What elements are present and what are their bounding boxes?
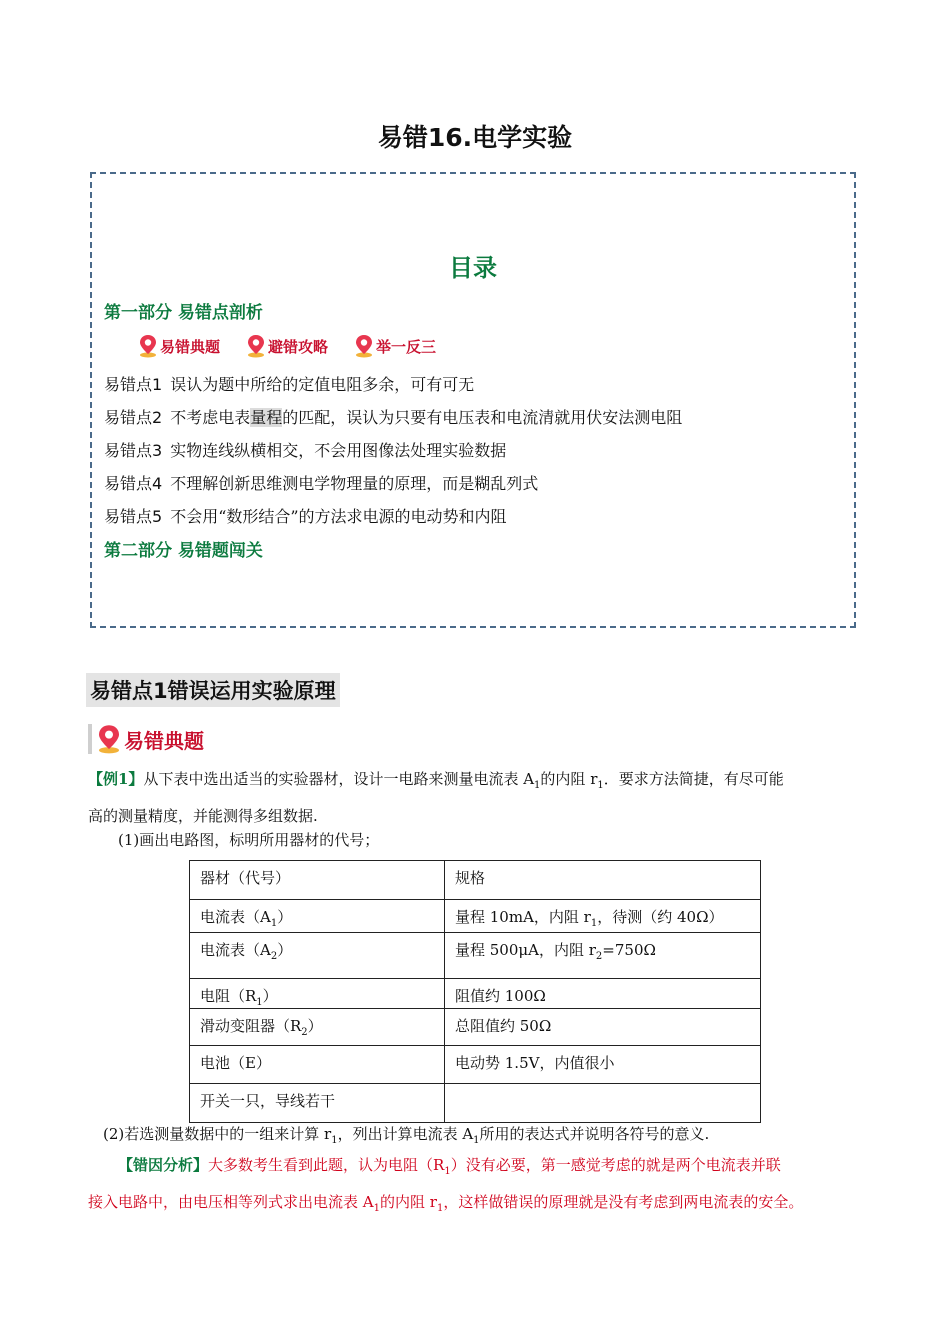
tag-label: 易错典题: [160, 337, 221, 356]
table-row: [190, 1084, 761, 1123]
sub-heading-label: 易错典题: [124, 728, 204, 753]
highlight-text: 量程: [250, 408, 283, 427]
table-cell: 阻值约 100Ω: [445, 979, 761, 1009]
location-pin-icon: [246, 334, 266, 358]
table-cell: 量程 10mA，内阻 $r_1$，待测（约 40Ω）: [445, 900, 761, 933]
tag-practice[interactable]: [354, 334, 436, 358]
location-pin-icon: [138, 334, 158, 358]
table-cell: 电池（E）: [190, 1046, 445, 1084]
toc-item-2[interactable]: 易错点2 不考虑电表量程的匹配，误认为只要有电压表和电流清就用伏安法测电阻: [104, 408, 683, 427]
location-pin-icon: [354, 334, 374, 358]
table-cell: 滑动变阻器$(R_2)$: [190, 1009, 445, 1046]
toc-item-5[interactable]: 易错点5 不会用“数形结合”的方法求电源的电动势和内阻: [104, 507, 507, 526]
question-1: (1)画出电路图，标明所用器材的代号；: [118, 831, 380, 849]
table-cell: 开关一只，导线若干: [190, 1084, 445, 1123]
tag-typical[interactable]: [138, 334, 220, 358]
toc-item-1[interactable]: 易错点1 误认为题中所给的定值电阻多余，可有可无: [104, 375, 475, 394]
equipment-table: [189, 860, 761, 1123]
example-text: 【例1】从下表中选出适当的实验器材，设计一电路来测量电流表 $A_1$的内阻 $r_1$．要求方法简捷，有尽可能 高的测量精度，并能测得多组数据.: [88, 770, 784, 825]
table-header-row: [190, 861, 761, 900]
table-header-cell: 器材（代号）: [190, 861, 445, 900]
table-cell: 电动势 1.5V，内值很小: [445, 1046, 761, 1084]
tag-avoid[interactable]: [246, 334, 328, 358]
section-heading: 易错点1错误运用实验原理: [86, 673, 340, 707]
location-pin-icon: [96, 724, 122, 754]
question-2: (2)若选测量数据中的一组来计算 $r_1$，列出计算电流表 $A_1$所用的表达式并说明各符号的意义.: [103, 1125, 710, 1146]
table-row: [190, 1046, 761, 1084]
table-cell: 总阻值约 50Ω: [445, 1009, 761, 1046]
sub-heading: [88, 724, 204, 754]
tag-label: 举一反三: [376, 337, 437, 356]
toc-item-3[interactable]: 易错点3 实物连线纵横相交，不会用图像法处理实验数据: [104, 441, 507, 460]
analysis-label: 【错因分析】: [118, 1156, 209, 1174]
table-row: [190, 900, 761, 933]
toc-tags: [138, 334, 436, 358]
toc-part1[interactable]: 第一部分 易错点剖析: [104, 303, 263, 323]
toc-box: [90, 172, 856, 628]
table-cell: 电流表$(A_1)$: [190, 900, 445, 933]
table-row: [190, 1009, 761, 1046]
error-analysis: 【错因分析】大多数考生看到此题，认为电阻$(R_1)$没有必要，第一感觉考虑的就是两个电流表并联 接入电路中，由电压相等列式求出电流表 $A_1$的内阻 $r_1$，这样做错误的原理就是没有考虑到两电流表的安全。: [88, 1156, 804, 1214]
table-cell: 电流表$(A_2)$: [190, 933, 445, 979]
table-row: [190, 933, 761, 979]
table-header-cell: 规格: [445, 861, 761, 900]
toc-part2[interactable]: 第二部分 易错题闯关: [104, 541, 263, 561]
document-title: 易错16.电学实验: [377, 123, 573, 152]
example-label: 【例1】: [88, 770, 144, 788]
table-cell: 电阻$(R_1)$: [190, 979, 445, 1009]
toc-heading: 目录: [449, 254, 497, 282]
toc-item-4[interactable]: 易错点4 不理解创新思维测电学物理量的原理，而是糊乱列式: [104, 474, 539, 493]
table-row: [190, 979, 761, 1009]
tag-label: 避错攻略: [268, 337, 329, 356]
table-cell: 量程 500μA，内阻 $r_2=750\Omega$: [445, 933, 761, 979]
table-cell: [445, 1084, 761, 1123]
